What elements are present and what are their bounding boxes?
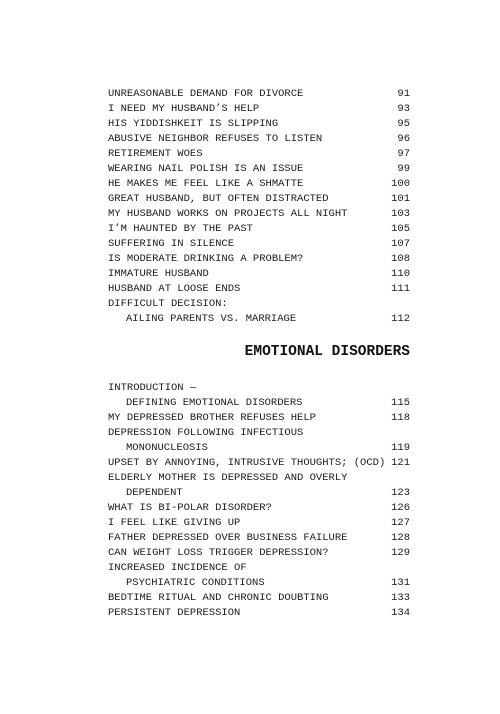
toc-entry: [108, 531, 412, 546]
toc-page-number: 101: [391, 193, 410, 205]
toc-page-number: 97: [397, 148, 410, 160]
toc-entry: [108, 297, 412, 312]
toc-page-number: 93: [397, 103, 410, 115]
toc-entry-title: SUFFERING IN SILENCE: [108, 238, 235, 250]
toc-page-number: 95: [397, 118, 410, 130]
toc-entry-title: MY DEPRESSED BROTHER REFUSES HELP: [108, 412, 316, 424]
toc-entry-title: WEARING NAIL POLISH IS AN ISSUE: [108, 163, 304, 175]
toc-entry-title: IS MODERATE DRINKING A PROBLEM?: [108, 253, 304, 265]
toc-entry-title: WHAT IS BI-POLAR DISORDER?: [108, 502, 272, 514]
toc-entry-title: DEPENDENT: [126, 487, 183, 499]
toc-entry: [108, 237, 412, 252]
toc-entry: [108, 222, 412, 237]
toc-entry-title: DEFINING EMOTIONAL DISORDERS: [126, 397, 303, 409]
toc-page-number: 100: [391, 178, 410, 190]
toc-entry: [108, 117, 412, 132]
toc-list-relationships: [108, 87, 412, 327]
toc-entry: [108, 516, 412, 531]
toc-entry-title: DIFFICULT DECISION:: [108, 298, 228, 310]
toc-entry: [108, 381, 412, 396]
toc-entry: [108, 162, 412, 177]
toc-page-number: 96: [397, 133, 410, 145]
toc-page-number: 121: [391, 457, 410, 469]
toc-entry: [108, 177, 412, 192]
toc-entry-title: AILING PARENTS VS. MARRIAGE: [126, 313, 297, 325]
toc-page-number: 123: [391, 487, 410, 499]
toc-page-number: 127: [391, 517, 410, 529]
toc-page-number: 105: [391, 223, 410, 235]
toc-entry: [108, 561, 412, 576]
toc-page-number: 99: [397, 163, 410, 175]
toc-page-number: 129: [391, 547, 410, 559]
toc-entry: [108, 441, 412, 456]
toc-page-number: 107: [391, 238, 410, 250]
toc-entry: [108, 102, 412, 117]
toc-page-number: 134: [391, 607, 410, 619]
toc-page-number: 118: [391, 412, 410, 424]
section-heading: EMOTIONAL DISORDERS: [244, 344, 410, 360]
toc-entry-title: PSYCHIATRIC CONDITIONS: [126, 577, 265, 589]
toc-entry: [108, 282, 412, 297]
toc-entry-title: PERSISTENT DEPRESSION: [108, 607, 241, 619]
toc-entry: [108, 426, 412, 441]
toc-entry-title: GREAT HUSBAND, BUT OFTEN DISTRACTED: [108, 193, 329, 205]
toc-entry: [108, 192, 412, 207]
toc-entry-title: IMMATURE HUSBAND: [108, 268, 209, 280]
toc-page-number: 133: [391, 592, 410, 604]
toc-entry: [108, 411, 412, 426]
toc-entry-title: HE MAKES ME FEEL LIKE A SHMATTE: [108, 178, 304, 190]
toc-entry-title: ABUSIVE NEIGHBOR REFUSES TO LISTEN: [108, 133, 323, 145]
toc-entry-title: I’M HAUNTED BY THE PAST: [108, 223, 253, 235]
toc-page-number: 110: [391, 268, 410, 280]
toc-entry-title: INTRODUCTION —: [108, 382, 197, 394]
toc-page-number: 128: [391, 532, 410, 544]
toc-page-number: 91: [397, 88, 410, 100]
toc-entry-title: CAN WEIGHT LOSS TRIGGER DEPRESSION?: [108, 547, 329, 559]
toc-entry: [108, 471, 412, 486]
toc-page-number: 111: [391, 283, 410, 295]
toc-page-number: 126: [391, 502, 410, 514]
toc-entry: [108, 312, 412, 327]
toc-entry-title: I NEED MY HUSBAND’S HELP: [108, 103, 260, 115]
toc-page-number: 108: [391, 253, 410, 265]
toc-entry: [108, 591, 412, 606]
toc-entry-title: MONONUCLEOSIS: [126, 442, 208, 454]
toc-entry: [108, 606, 412, 621]
toc-entry: [108, 87, 412, 102]
toc-entry-title: MY HUSBAND WORKS ON PROJECTS ALL NIGHT: [108, 208, 348, 220]
toc-page-number: 112: [391, 313, 410, 325]
toc-entry-title: I FEEL LIKE GIVING UP: [108, 517, 241, 529]
toc-page-number: 115: [391, 397, 410, 409]
toc-entry: [108, 576, 412, 591]
toc-page-number: 103: [391, 208, 410, 220]
toc-entry: [108, 267, 412, 282]
toc-entry: [108, 147, 412, 162]
toc-entry: [108, 501, 412, 516]
toc-entry-title: HIS YIDDISHKEIT IS SLIPPING: [108, 118, 279, 130]
toc-entry: [108, 456, 412, 471]
toc-entry-title: RETIREMENT WOES: [108, 148, 203, 160]
toc-entry: [108, 546, 412, 561]
toc-entry-title: BEDTIME RITUAL AND CHRONIC DOUBTING: [108, 592, 329, 604]
toc-entry: [108, 207, 412, 222]
toc-page-number: 131: [391, 577, 410, 589]
toc-entry-title: ELDERLY MOTHER IS DEPRESSED AND OVERLY: [108, 472, 348, 484]
toc-entry-title: HUSBAND AT LOOSE ENDS: [108, 283, 241, 295]
toc-entry: [108, 486, 412, 501]
toc-entry-title: UPSET BY ANNOYING, INTRUSIVE THOUGHTS; (OCD): [108, 457, 386, 469]
toc-entry-title: UNREASONABLE DEMAND FOR DIVORCE: [108, 88, 304, 100]
toc-entry-title: INCREASED INCIDENCE OF: [108, 562, 247, 574]
toc-list-emotional-disorders: [108, 381, 412, 621]
toc-entry: [108, 396, 412, 411]
toc-entry: [108, 252, 412, 267]
toc-entry: [108, 132, 412, 147]
toc-page-number: 119: [391, 442, 410, 454]
toc-entry-title: DEPRESSION FOLLOWING INFECTIOUS: [108, 427, 304, 439]
toc-entry-title: FATHER DEPRESSED OVER BUSINESS FAILURE: [108, 532, 348, 544]
